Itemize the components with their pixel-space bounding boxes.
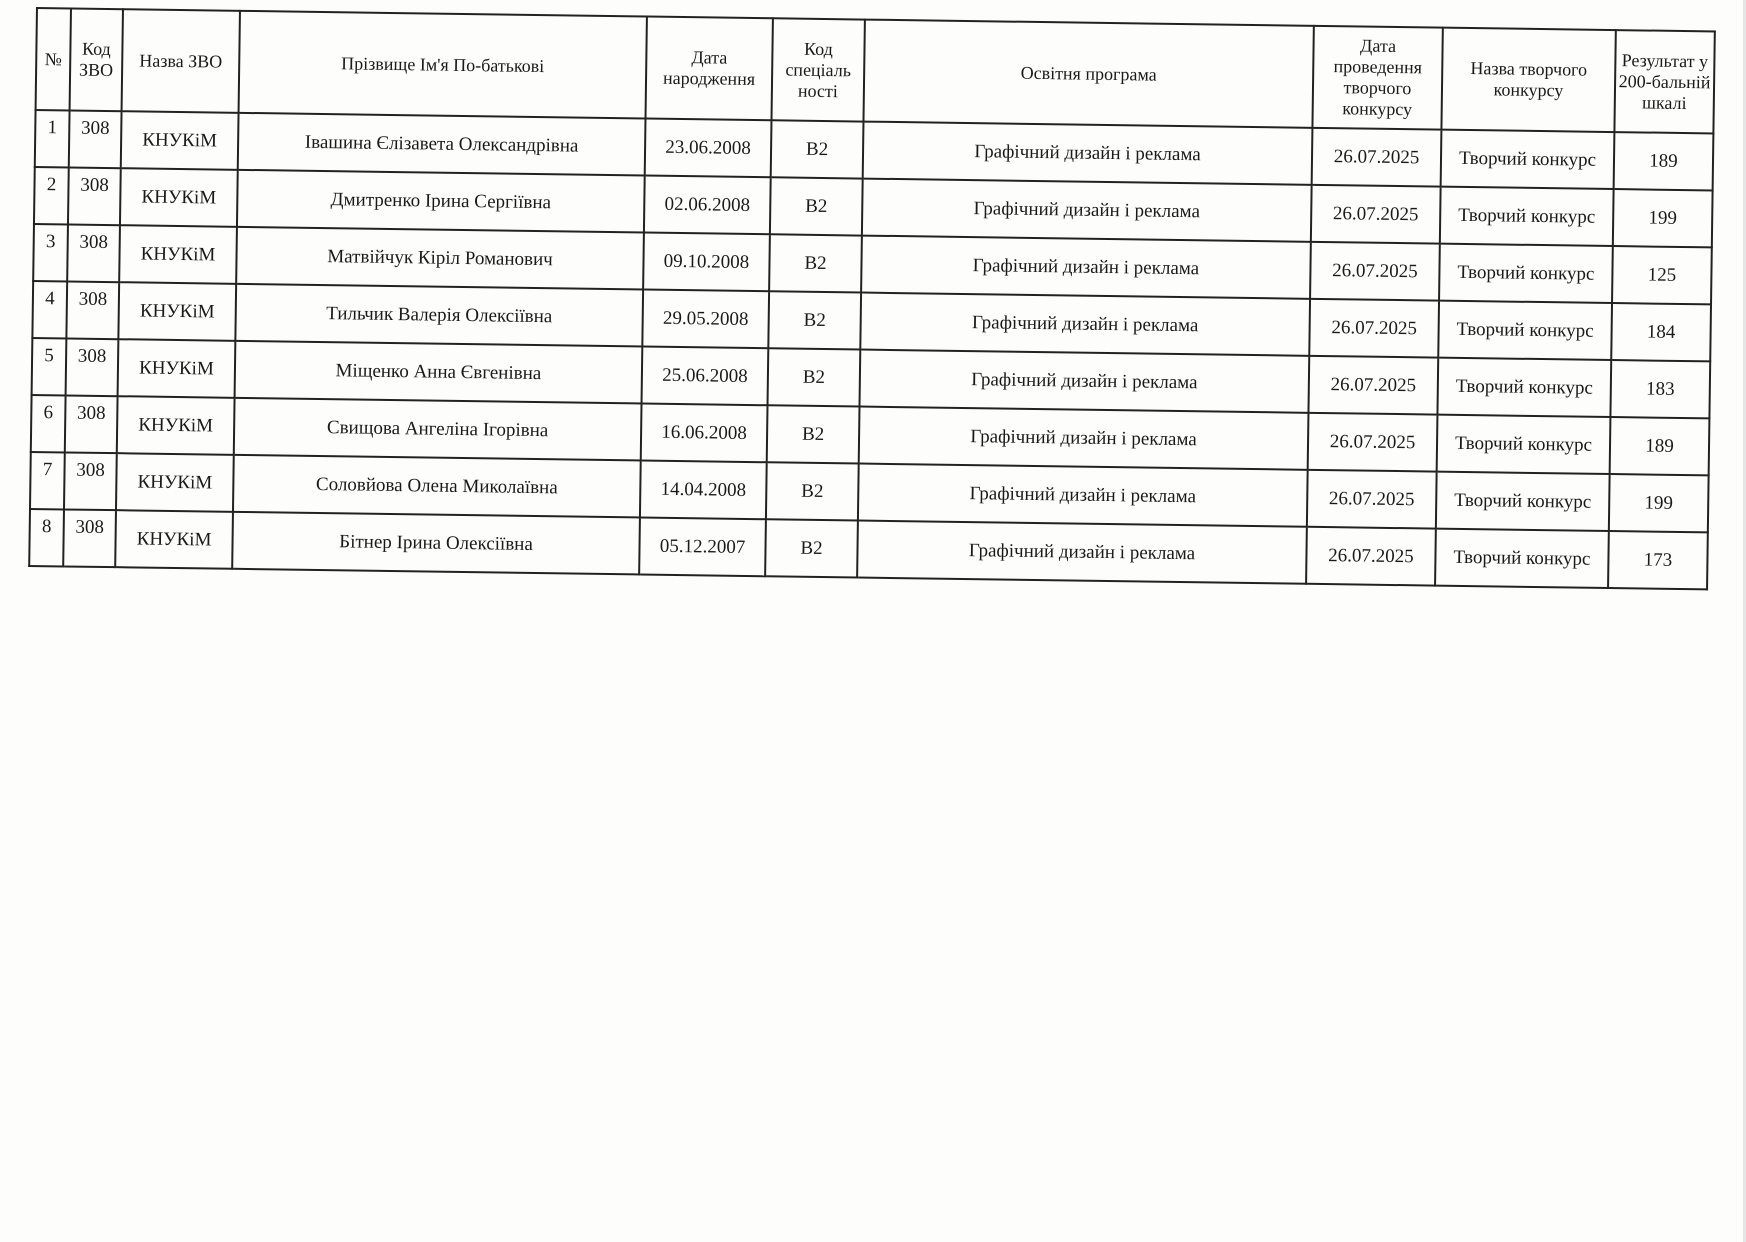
cell-birth-date: 09.10.2008 bbox=[643, 233, 770, 292]
header-birth-date: Дата народження bbox=[646, 17, 773, 121]
cell-specialty-code: B2 bbox=[766, 462, 859, 520]
cell-institution-code: 308 bbox=[64, 452, 117, 510]
cell-birth-date: 16.06.2008 bbox=[641, 403, 768, 462]
cell-educational-program: Графічний дизайн і реклама bbox=[860, 293, 1310, 356]
header-full-name: Прізвище Ім'я По-батькові bbox=[239, 11, 647, 119]
cell-birth-date: 14.04.2008 bbox=[640, 460, 767, 519]
cell-contest-name: Творчий конкурс bbox=[1439, 244, 1613, 303]
cell-educational-program: Графічний дизайн і реклама bbox=[859, 407, 1309, 470]
cell-institution-code: 308 bbox=[69, 110, 122, 168]
cell-contest-date: 26.07.2025 bbox=[1309, 299, 1439, 358]
cell-birth-date: 29.05.2008 bbox=[642, 290, 769, 349]
cell-educational-program: Графічний дизайн і реклама bbox=[858, 464, 1308, 527]
header-contest-name: Назва творчого конкурсу bbox=[1441, 28, 1615, 132]
header-contest-date: Дата проведення творчого конкурсу bbox=[1312, 26, 1442, 130]
cell-full-name: Івашина Єлізавета Олександрівна bbox=[238, 113, 646, 176]
cell-row-number: 3 bbox=[33, 224, 68, 281]
cell-institution-name: КНУКіМ bbox=[115, 510, 233, 569]
cell-institution-name: КНУКіМ bbox=[118, 339, 236, 398]
header-row-number: № bbox=[36, 8, 71, 110]
results-table bbox=[28, 7, 1716, 590]
cell-contest-date: 26.07.2025 bbox=[1307, 470, 1437, 529]
cell-contest-name: Творчий конкурс bbox=[1440, 187, 1614, 246]
header-educational-program: Освітня програма bbox=[863, 20, 1313, 128]
cell-contest-date: 26.07.2025 bbox=[1310, 242, 1440, 301]
header-score: Результат у 200-бальній шкалі bbox=[1614, 30, 1714, 133]
cell-score: 183 bbox=[1610, 360, 1710, 418]
cell-score: 189 bbox=[1614, 132, 1714, 190]
cell-row-number: 7 bbox=[30, 452, 65, 509]
cell-contest-name: Творчий конкурс bbox=[1436, 472, 1610, 531]
cell-institution-code: 308 bbox=[63, 509, 116, 567]
cell-institution-code: 308 bbox=[65, 395, 118, 453]
cell-score: 125 bbox=[1612, 246, 1712, 304]
cell-contest-name: Творчий конкурс bbox=[1437, 358, 1611, 417]
cell-institution-code: 308 bbox=[66, 338, 119, 396]
cell-full-name: Міщенко Анна Євгенівна bbox=[235, 341, 643, 404]
cell-institution-name: КНУКіМ bbox=[120, 168, 238, 227]
cell-educational-program: Графічний дизайн і реклама bbox=[861, 236, 1311, 299]
cell-specialty-code: B2 bbox=[767, 405, 860, 463]
cell-score: 184 bbox=[1611, 303, 1711, 361]
cell-row-number: 4 bbox=[32, 281, 67, 338]
cell-contest-name: Творчий конкурс bbox=[1437, 415, 1611, 474]
header-institution-code: Код ЗВО bbox=[70, 8, 123, 111]
header-institution-name: Назва ЗВО bbox=[122, 9, 240, 113]
cell-contest-name: Творчий конкурс bbox=[1441, 130, 1615, 189]
cell-row-number: 6 bbox=[31, 395, 66, 452]
cell-contest-date: 26.07.2025 bbox=[1306, 527, 1436, 586]
cell-institution-name: КНУКіМ bbox=[118, 282, 236, 341]
cell-birth-date: 25.06.2008 bbox=[642, 346, 769, 405]
cell-birth-date: 05.12.2007 bbox=[639, 517, 766, 576]
cell-educational-program: Графічний дизайн і реклама bbox=[862, 179, 1312, 242]
cell-institution-name: КНУКіМ bbox=[119, 225, 237, 284]
cell-full-name: Бітнер Ірина Олексіївна bbox=[232, 512, 640, 575]
cell-specialty-code: B2 bbox=[768, 348, 861, 406]
cell-institution-code: 308 bbox=[68, 167, 121, 225]
cell-row-number: 1 bbox=[35, 110, 70, 167]
cell-institution-name: КНУКіМ bbox=[116, 453, 234, 512]
cell-row-number: 5 bbox=[32, 338, 67, 395]
results-sheet bbox=[28, 7, 1716, 590]
cell-contest-name: Творчий конкурс bbox=[1435, 529, 1609, 588]
cell-specialty-code: B2 bbox=[771, 120, 864, 178]
cell-score: 189 bbox=[1610, 417, 1710, 475]
cell-institution-code: 308 bbox=[67, 224, 120, 282]
cell-birth-date: 02.06.2008 bbox=[644, 176, 771, 235]
cell-birth-date: 23.06.2008 bbox=[645, 119, 772, 178]
cell-specialty-code: B2 bbox=[765, 519, 858, 577]
cell-contest-date: 26.07.2025 bbox=[1311, 185, 1441, 244]
cell-score: 199 bbox=[1613, 189, 1713, 247]
cell-score: 173 bbox=[1608, 531, 1708, 589]
cell-full-name: Свищова Ангеліна Ігорівна bbox=[234, 398, 642, 461]
cell-contest-date: 26.07.2025 bbox=[1308, 356, 1438, 415]
cell-full-name: Дмитренко Ірина Сергіївна bbox=[237, 170, 645, 233]
cell-score: 199 bbox=[1609, 474, 1709, 532]
cell-specialty-code: B2 bbox=[768, 291, 861, 349]
cell-full-name: Матвійчук Кіріл Романович bbox=[236, 227, 644, 290]
cell-institution-name: КНУКіМ bbox=[121, 111, 239, 170]
cell-educational-program: Графічний дизайн і реклама bbox=[860, 350, 1310, 413]
cell-row-number: 2 bbox=[34, 167, 69, 224]
cell-contest-name: Творчий конкурс bbox=[1438, 301, 1612, 360]
cell-institution-code: 308 bbox=[66, 281, 119, 339]
cell-full-name: Соловйова Олена Миколаївна bbox=[233, 455, 641, 518]
cell-institution-name: КНУКіМ bbox=[117, 396, 235, 455]
cell-contest-date: 26.07.2025 bbox=[1308, 413, 1438, 472]
header-specialty-code: Код спеціаль ності bbox=[771, 18, 864, 121]
cell-row-number: 8 bbox=[29, 509, 64, 566]
cell-educational-program: Графічний дизайн і реклама bbox=[857, 521, 1307, 584]
cell-contest-date: 26.07.2025 bbox=[1312, 128, 1442, 187]
cell-specialty-code: B2 bbox=[769, 234, 862, 292]
cell-full-name: Тильчик Валерія Олексіївна bbox=[235, 284, 643, 347]
cell-specialty-code: B2 bbox=[770, 177, 863, 235]
cell-educational-program: Графічний дизайн і реклама bbox=[863, 122, 1313, 185]
